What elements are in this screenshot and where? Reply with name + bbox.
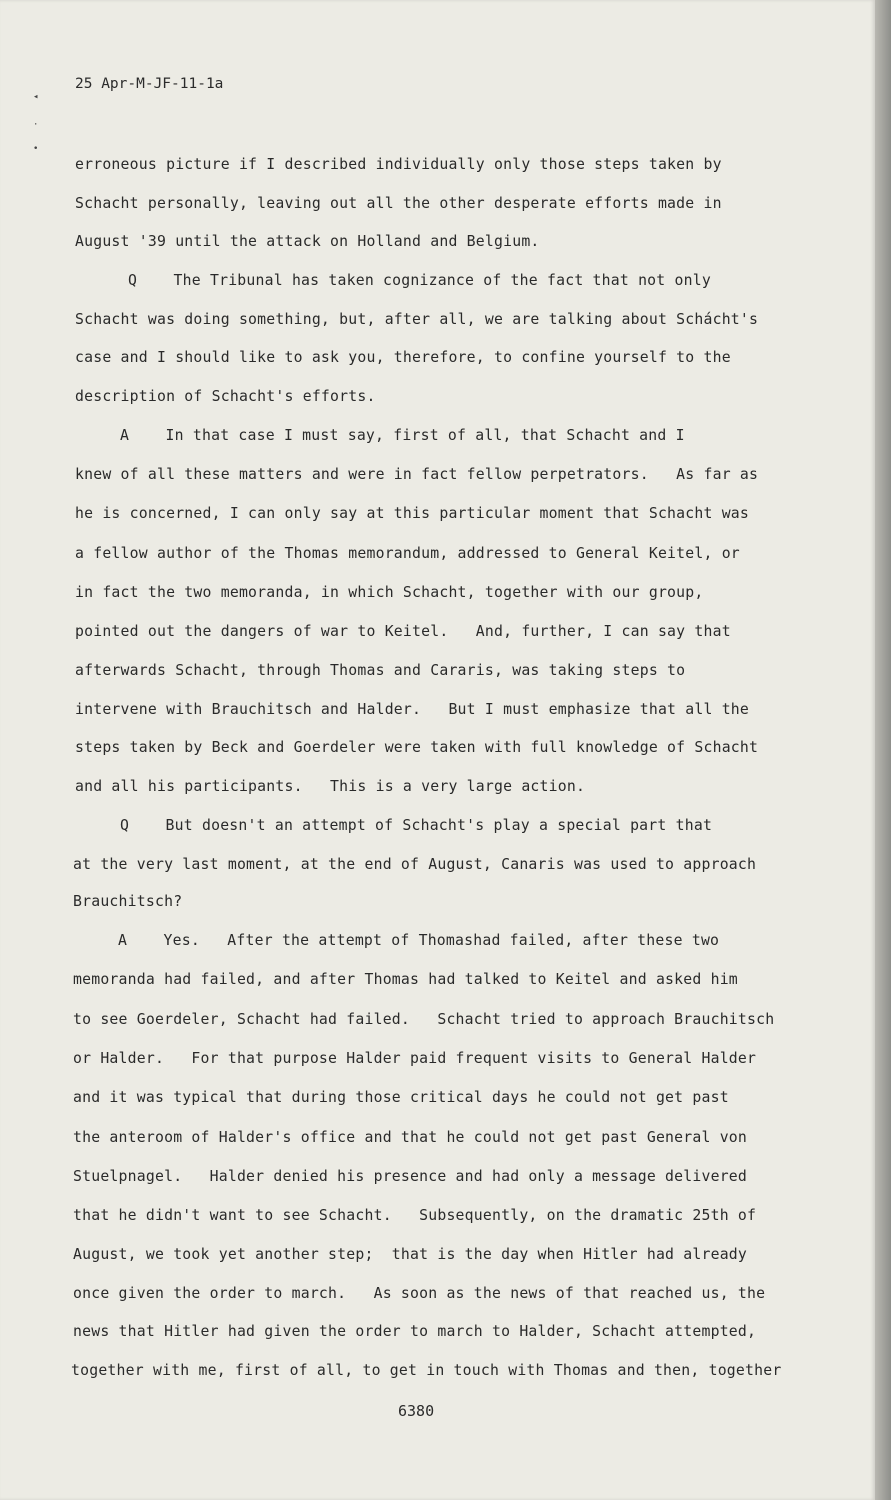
text-line: the anteroom of Halder's office and that he could not get past General von — [73, 1129, 748, 1146]
text-line: memoranda had failed, and after Thomas had talked to Keitel and asked him — [73, 971, 738, 988]
text-line: he is concerned, I can only say at this particular moment that Schacht was — [75, 505, 750, 522]
text-line: A In that case I must say, first of all, that Schacht and I — [120, 427, 685, 444]
text-line: pointed out the dangers of war to Keitel. And, further, I can say that — [75, 623, 731, 640]
text-line: news that Hitler had given the order to march to Halder, Schacht attempted, — [73, 1323, 757, 1340]
text-line: a fellow author of the Thomas memorandum, addressed to General Keitel, or — [75, 545, 740, 562]
page-edge — [875, 0, 891, 1500]
text-line: steps taken by Beck and Goerdeler were taken with full knowledge of Schacht — [75, 739, 759, 756]
margin-mark: · — [33, 120, 39, 130]
text-line: Brauchitsch? — [73, 893, 183, 910]
text-line: Stuelpnagel. Halder denied his presence and had only a message delivered — [73, 1168, 748, 1185]
text-line: case and I should like to ask you, therefore, to confine yourself to the — [75, 349, 731, 366]
text-line: once given the order to march. As soon as the news of that reached us, the — [73, 1285, 766, 1302]
text-line: that he didn't want to see Schacht. Subsequently, on the dramatic 25th of — [73, 1207, 757, 1224]
text-line: Schacht was doing something, but, after all, we are talking about Schácht's — [75, 311, 759, 328]
text-line: or Halder. For that purpose Halder paid frequent visits to General Halder — [73, 1050, 757, 1067]
text-line: Q But doesn't an attempt of Schacht's play a special part that — [120, 817, 713, 834]
text-line: Schacht personally, leaving out all the other desperate efforts made in — [75, 195, 722, 212]
text-line: afterwards Schacht, through Thomas and Cararis, was taking steps to — [75, 662, 686, 679]
document-reference: 25 Apr-M-JF-11-1a — [75, 76, 224, 92]
text-line: and it was typical that during those critical days he could not get past — [73, 1089, 729, 1106]
text-line: at the very last moment, at the end of August, Canaris was used to approach — [73, 856, 757, 873]
margin-mark: • — [33, 144, 39, 154]
text-line: together with me, first of all, to get in touch with Thomas and then, together — [71, 1362, 782, 1379]
text-line: August '39 until the attack on Holland and Belgium. — [75, 233, 540, 250]
text-line: knew of all these matters and were in fact fellow perpetrators. As far as — [75, 466, 759, 483]
text-line: erroneous picture if I described individually only those steps taken by — [75, 156, 722, 173]
text-line: A Yes. After the attempt of Thomashad failed, after these two — [118, 932, 720, 949]
text-line: in fact the two memoranda, in which Schacht, together with our group, — [75, 584, 704, 601]
text-line: description of Schacht's efforts. — [75, 388, 376, 405]
text-line: August, we took yet another step; that is the day when Hitler had already — [73, 1246, 748, 1263]
text-line: Q The Tribunal has taken cognizance of the fact that not only — [128, 272, 711, 289]
page-number: 6380 — [398, 1402, 435, 1420]
text-line: to see Goerdeler, Schacht had failed. Schacht tried to approach Brauchitsch — [73, 1011, 775, 1028]
text-line: intervene with Brauchitsch and Halder. But I must emphasize that all the — [75, 701, 750, 718]
text-line: and all his participants. This is a very large action. — [75, 778, 586, 795]
margin-mark: ◂ — [33, 92, 39, 102]
